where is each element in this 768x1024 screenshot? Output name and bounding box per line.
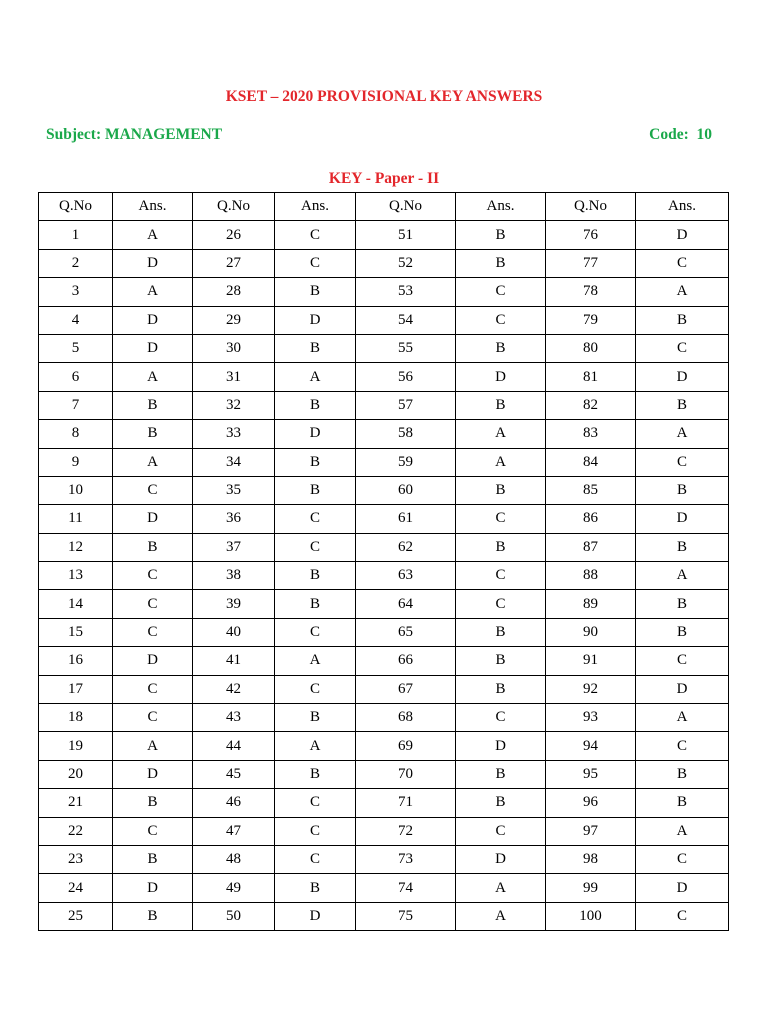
answer-cell: C [113, 675, 193, 703]
question-number-cell: 85 [546, 476, 636, 504]
question-number-cell: 12 [39, 533, 113, 561]
answer-cell: B [456, 618, 546, 646]
column-header: Q.No [39, 193, 113, 221]
question-number-cell: 67 [356, 675, 456, 703]
question-number-cell: 98 [546, 845, 636, 873]
question-number-cell: 93 [546, 704, 636, 732]
question-number-cell: 74 [356, 874, 456, 902]
column-header: Ans. [275, 193, 356, 221]
table-row [39, 874, 729, 902]
answer-cell: B [636, 476, 729, 504]
question-number-cell: 57 [356, 391, 456, 419]
answer-cell: B [113, 420, 193, 448]
answer-cell: D [113, 334, 193, 362]
table-row [39, 363, 729, 391]
question-number-cell: 94 [546, 732, 636, 760]
question-number-cell: 7 [39, 391, 113, 419]
answer-cell: D [113, 874, 193, 902]
table-row [39, 533, 729, 561]
question-number-cell: 40 [193, 618, 275, 646]
answer-cell: C [456, 590, 546, 618]
question-number-cell: 89 [546, 590, 636, 618]
question-number-cell: 69 [356, 732, 456, 760]
question-number-cell: 88 [546, 562, 636, 590]
answer-cell: D [456, 732, 546, 760]
table-row [39, 647, 729, 675]
answer-cell: C [275, 675, 356, 703]
question-number-cell: 13 [39, 562, 113, 590]
answer-cell: C [456, 278, 546, 306]
table-row [39, 221, 729, 249]
table-row [39, 590, 729, 618]
answer-cell: B [113, 789, 193, 817]
question-number-cell: 29 [193, 306, 275, 334]
question-number-cell: 39 [193, 590, 275, 618]
answer-cell: B [113, 391, 193, 419]
question-number-cell: 64 [356, 590, 456, 618]
question-number-cell: 68 [356, 704, 456, 732]
answer-cell: B [456, 476, 546, 504]
answer-cell: D [636, 505, 729, 533]
answer-cell: B [636, 618, 729, 646]
question-number-cell: 48 [193, 845, 275, 873]
question-number-cell: 53 [356, 278, 456, 306]
question-number-cell: 49 [193, 874, 275, 902]
answer-cell: B [275, 562, 356, 590]
table-row [39, 817, 729, 845]
question-number-cell: 78 [546, 278, 636, 306]
answer-cell: B [113, 845, 193, 873]
question-number-cell: 31 [193, 363, 275, 391]
answer-cell: C [275, 533, 356, 561]
answer-cell: C [275, 249, 356, 277]
answer-key-table [38, 192, 729, 931]
question-number-cell: 36 [193, 505, 275, 533]
question-number-cell: 47 [193, 817, 275, 845]
answer-cell: D [636, 675, 729, 703]
question-number-cell: 90 [546, 618, 636, 646]
table-row [39, 420, 729, 448]
answer-cell: C [113, 817, 193, 845]
question-number-cell: 50 [193, 902, 275, 930]
answer-cell: A [113, 278, 193, 306]
answer-cell: B [456, 249, 546, 277]
answer-cell: B [456, 675, 546, 703]
answer-cell: C [113, 562, 193, 590]
question-number-cell: 25 [39, 902, 113, 930]
answer-cell: B [636, 590, 729, 618]
answer-cell: B [456, 391, 546, 419]
answer-cell: B [456, 647, 546, 675]
answer-cell: B [456, 334, 546, 362]
question-number-cell: 24 [39, 874, 113, 902]
table-row [39, 618, 729, 646]
question-number-cell: 5 [39, 334, 113, 362]
question-number-cell: 37 [193, 533, 275, 561]
question-number-cell: 41 [193, 647, 275, 675]
question-number-cell: 42 [193, 675, 275, 703]
question-number-cell: 52 [356, 249, 456, 277]
table-row [39, 278, 729, 306]
question-number-cell: 8 [39, 420, 113, 448]
answer-cell: A [275, 647, 356, 675]
question-number-cell: 45 [193, 760, 275, 788]
answer-cell: C [636, 647, 729, 675]
answer-cell: A [636, 704, 729, 732]
question-number-cell: 3 [39, 278, 113, 306]
answer-cell: B [636, 533, 729, 561]
question-number-cell: 28 [193, 278, 275, 306]
answer-cell: D [456, 363, 546, 391]
table-row [39, 391, 729, 419]
question-number-cell: 63 [356, 562, 456, 590]
answer-cell: B [275, 476, 356, 504]
answer-cell: D [113, 505, 193, 533]
question-number-cell: 97 [546, 817, 636, 845]
answer-cell: D [113, 760, 193, 788]
question-number-cell: 73 [356, 845, 456, 873]
answer-cell: D [456, 845, 546, 873]
table-body [39, 221, 729, 931]
table-row [39, 306, 729, 334]
question-number-cell: 51 [356, 221, 456, 249]
answer-cell: A [275, 732, 356, 760]
question-number-cell: 34 [193, 448, 275, 476]
table-row [39, 902, 729, 930]
answer-cell: B [636, 760, 729, 788]
answer-cell: B [113, 902, 193, 930]
question-number-cell: 82 [546, 391, 636, 419]
question-number-cell: 66 [356, 647, 456, 675]
answer-cell: C [636, 334, 729, 362]
answer-cell: A [113, 732, 193, 760]
answer-cell: B [275, 874, 356, 902]
question-number-cell: 6 [39, 363, 113, 391]
answer-cell: C [636, 902, 729, 930]
answer-cell: C [636, 732, 729, 760]
answer-cell: C [113, 618, 193, 646]
question-number-cell: 18 [39, 704, 113, 732]
question-number-cell: 46 [193, 789, 275, 817]
answer-cell: B [275, 704, 356, 732]
question-number-cell: 80 [546, 334, 636, 362]
answer-cell: D [636, 874, 729, 902]
question-number-cell: 54 [356, 306, 456, 334]
question-number-cell: 26 [193, 221, 275, 249]
answer-cell: C [636, 249, 729, 277]
answer-cell: C [113, 590, 193, 618]
answer-cell: C [275, 221, 356, 249]
answer-cell: D [275, 420, 356, 448]
question-number-cell: 14 [39, 590, 113, 618]
question-number-cell: 72 [356, 817, 456, 845]
table-row [39, 249, 729, 277]
column-header: Ans. [456, 193, 546, 221]
answer-cell: B [456, 533, 546, 561]
answer-cell: A [456, 448, 546, 476]
question-number-cell: 79 [546, 306, 636, 334]
question-number-cell: 96 [546, 789, 636, 817]
answer-cell: D [636, 363, 729, 391]
question-number-cell: 99 [546, 874, 636, 902]
question-number-cell: 83 [546, 420, 636, 448]
question-number-cell: 4 [39, 306, 113, 334]
question-number-cell: 22 [39, 817, 113, 845]
column-header: Ans. [636, 193, 729, 221]
answer-cell: A [113, 221, 193, 249]
table-row [39, 675, 729, 703]
code-label: Code: 10 [649, 126, 712, 143]
question-number-cell: 81 [546, 363, 636, 391]
answer-cell: C [275, 618, 356, 646]
question-number-cell: 70 [356, 760, 456, 788]
answer-cell: C [456, 704, 546, 732]
answer-cell: A [636, 278, 729, 306]
answer-cell: B [456, 789, 546, 817]
question-number-cell: 43 [193, 704, 275, 732]
answer-cell: C [275, 789, 356, 817]
question-number-cell: 100 [546, 902, 636, 930]
question-number-cell: 86 [546, 505, 636, 533]
table-row [39, 845, 729, 873]
question-number-cell: 87 [546, 533, 636, 561]
question-number-cell: 27 [193, 249, 275, 277]
column-header: Q.No [193, 193, 275, 221]
answer-cell: B [636, 391, 729, 419]
answer-cell: A [456, 420, 546, 448]
answer-cell: C [113, 704, 193, 732]
question-number-cell: 62 [356, 533, 456, 561]
question-number-cell: 35 [193, 476, 275, 504]
table-row [39, 505, 729, 533]
column-header: Q.No [546, 193, 636, 221]
question-number-cell: 65 [356, 618, 456, 646]
column-header: Q.No [356, 193, 456, 221]
answer-cell: D [113, 647, 193, 675]
answer-cell: A [456, 874, 546, 902]
answer-cell: B [275, 391, 356, 419]
question-number-cell: 10 [39, 476, 113, 504]
answer-cell: C [456, 306, 546, 334]
question-number-cell: 9 [39, 448, 113, 476]
question-number-cell: 20 [39, 760, 113, 788]
answer-cell: C [636, 845, 729, 873]
question-number-cell: 76 [546, 221, 636, 249]
question-number-cell: 95 [546, 760, 636, 788]
question-number-cell: 71 [356, 789, 456, 817]
answer-cell: A [275, 363, 356, 391]
answer-cell: B [113, 533, 193, 561]
question-number-cell: 30 [193, 334, 275, 362]
question-number-cell: 84 [546, 448, 636, 476]
question-number-cell: 55 [356, 334, 456, 362]
question-number-cell: 92 [546, 675, 636, 703]
answer-cell: C [275, 505, 356, 533]
table-row [39, 704, 729, 732]
answer-cell: B [275, 590, 356, 618]
question-number-cell: 32 [193, 391, 275, 419]
answer-cell: C [456, 562, 546, 590]
table-row [39, 562, 729, 590]
table-row [39, 760, 729, 788]
question-number-cell: 61 [356, 505, 456, 533]
answer-cell: B [275, 760, 356, 788]
answer-cell: A [113, 363, 193, 391]
answer-cell: B [636, 306, 729, 334]
answer-cell: D [636, 221, 729, 249]
answer-cell: D [275, 306, 356, 334]
answer-cell: B [275, 334, 356, 362]
question-number-cell: 21 [39, 789, 113, 817]
question-number-cell: 16 [39, 647, 113, 675]
question-number-cell: 56 [356, 363, 456, 391]
answer-cell: C [456, 817, 546, 845]
answer-cell: B [456, 760, 546, 788]
table-row [39, 476, 729, 504]
question-number-cell: 44 [193, 732, 275, 760]
question-number-cell: 75 [356, 902, 456, 930]
column-header: Ans. [113, 193, 193, 221]
question-number-cell: 17 [39, 675, 113, 703]
answer-cell: D [113, 306, 193, 334]
question-number-cell: 77 [546, 249, 636, 277]
table-row [39, 732, 729, 760]
table-row [39, 448, 729, 476]
answer-cell: C [456, 505, 546, 533]
answer-cell: C [636, 448, 729, 476]
answer-cell: A [456, 902, 546, 930]
question-number-cell: 2 [39, 249, 113, 277]
question-number-cell: 33 [193, 420, 275, 448]
question-number-cell: 19 [39, 732, 113, 760]
answer-cell: B [275, 278, 356, 306]
question-number-cell: 58 [356, 420, 456, 448]
subject-label: Subject: MANAGEMENT [46, 126, 223, 143]
table-header-row [39, 193, 729, 221]
answer-cell: B [275, 448, 356, 476]
answer-cell: C [113, 476, 193, 504]
question-number-cell: 23 [39, 845, 113, 873]
answer-cell: A [636, 562, 729, 590]
question-number-cell: 60 [356, 476, 456, 504]
answer-cell: C [275, 845, 356, 873]
question-number-cell: 1 [39, 221, 113, 249]
answer-cell: D [275, 902, 356, 930]
table-row [39, 334, 729, 362]
question-number-cell: 15 [39, 618, 113, 646]
question-number-cell: 38 [193, 562, 275, 590]
answer-cell: A [636, 817, 729, 845]
answer-cell: B [456, 221, 546, 249]
page-title: KSET – 2020 PROVISIONAL KEY ANSWERS [225, 88, 543, 105]
answer-cell: A [113, 448, 193, 476]
answer-cell: A [636, 420, 729, 448]
paper-label: KEY - Paper - II [328, 170, 440, 187]
question-number-cell: 11 [39, 505, 113, 533]
answer-cell: C [275, 817, 356, 845]
question-number-cell: 91 [546, 647, 636, 675]
answer-cell: B [636, 789, 729, 817]
question-number-cell: 59 [356, 448, 456, 476]
table-row [39, 789, 729, 817]
answer-cell: D [113, 249, 193, 277]
